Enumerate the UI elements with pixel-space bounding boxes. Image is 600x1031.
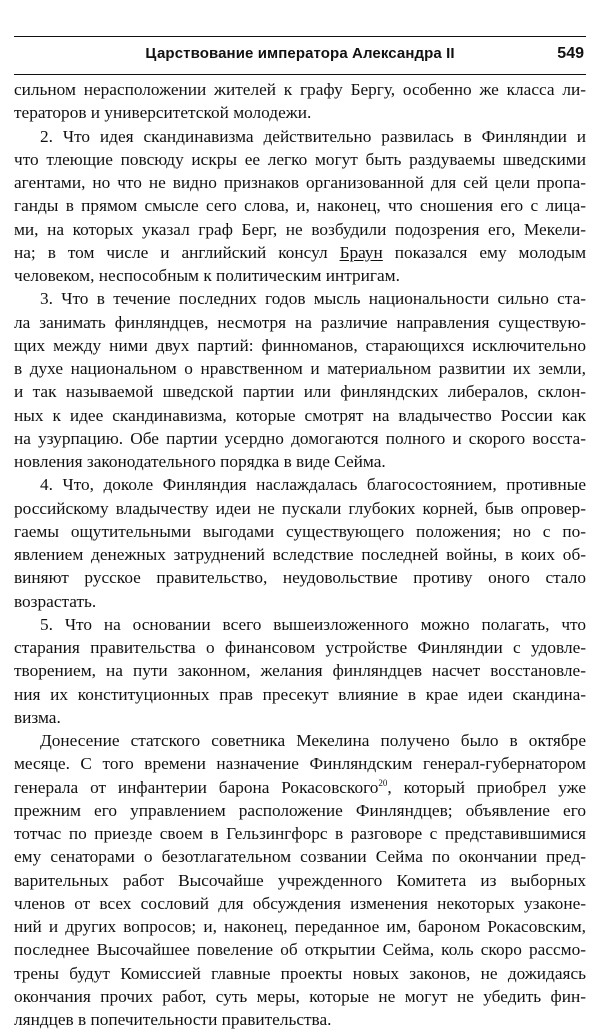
text-line: старания правительства о финансовом устройстве Финляндии с удовле-	[14, 638, 586, 657]
text-line: визма.	[14, 707, 61, 727]
text-line: сильном нерасположении жителей к графу Бергу, особенно же класса ли-	[14, 80, 586, 99]
text-fragment: генерала от инфантерии барона Рокасовского	[14, 777, 379, 797]
text-line: человеком, неспособным к политическим интригам.	[14, 266, 400, 285]
text-line: 2. Что идея скандинавизма действительно развилась в Финляндии и	[40, 126, 586, 146]
text-line: 4. Что, доколе Финляндия наслаждалась благосостоянием, противные	[40, 475, 586, 495]
text-line: российскому владычеству идеи не пускали глубоких корней, быв опровер-	[14, 498, 586, 518]
text-line: ных к идее скандинавизма, которые смотрят на владычество России как	[14, 405, 586, 425]
text-line: явлением денежных затруднений вследствие последней войны, в коих об-	[14, 545, 586, 564]
text-line: и так называемой шведской партии или финляндских либералов, склон-	[14, 382, 586, 402]
text-line: трены будут Комиссией главные проекты новых законов, не дожидаясь	[14, 963, 586, 983]
text-line: щих между ними двух партий: финноманов, старающихся исключительно	[14, 335, 586, 355]
paragraph-4	[14, 473, 586, 613]
text-line: Донесение статского советника Мекелина получено было в октябре	[40, 731, 586, 750]
paragraph-3	[14, 287, 586, 473]
text-line: что тлеющие повсюду искры ее легко могут быть раздуваемы шведскими	[14, 149, 586, 169]
paragraph-1	[14, 78, 586, 125]
text-line: творением, на пути законном, желания финляндцев насчет восстановле-	[14, 661, 586, 681]
text-line: ний и других вопросов; и, наконец, переданное им, бароном Рокасовским,	[14, 917, 586, 936]
text-line: варительных работ Высочайше учрежденного Комитета из выборных	[14, 870, 586, 890]
text-line: членов от всех сословий для обсуждения изменения некоторых узаконе-	[14, 893, 586, 913]
running-header	[14, 45, 586, 67]
body-text	[14, 78, 586, 1031]
text-line: в духе национальном о нравственном и материальном развитии их земли,	[14, 359, 586, 378]
text-line-with-name	[14, 241, 586, 264]
text-line: ему сенаторами о безотлагательном созвании Сейма по окончании пред-	[14, 847, 586, 867]
text-line: ла занимать финляндцев, несмотря на различие направления существую-	[14, 312, 586, 332]
paragraph-5	[14, 613, 586, 729]
text-line: последнее Высочайшее повеление об открытии Сейма, коль скоро рассмо-	[14, 940, 586, 960]
underlined-name: Браун	[339, 242, 383, 262]
header-rule	[14, 74, 586, 75]
text-line: ния их конституционных прав пресекут влияние в крае идеи скандина-	[14, 684, 586, 704]
paragraph-2	[14, 125, 586, 288]
text-line: 5. Что на основании всего вышеизложенного можно полагать, что	[40, 614, 586, 634]
top-rule	[14, 36, 586, 37]
page-number: 549	[557, 45, 584, 62]
text-line: тераторов и университетской молодежи.	[14, 103, 312, 123]
text-line: новления законодательного порядка в виде Сейма.	[14, 452, 386, 471]
text-line: виняют русское правительство, неудовольствие противу оного стало	[14, 568, 586, 588]
text-line: ганды в прямом смысле сего слова, и, наконец, что сношения его с лица-	[14, 196, 586, 216]
text-line: окончания прочих работ, суть меры, которые не могут не убедить фин-	[14, 986, 586, 1006]
text-fragment: , который приобрел уже	[387, 777, 586, 797]
text-line: на узурпацию. Обе партии усердно домогаются полного и скорого восста-	[14, 428, 586, 448]
text-line: возрастать.	[14, 591, 97, 611]
text-line-with-footnote	[14, 776, 586, 799]
text-line: ляндцев в попечительности правительства.	[14, 1010, 332, 1029]
text-line: тотчас по приезде своем в Гельзингфорс в разговоре с представившимися	[14, 824, 586, 843]
footnote-marker: 20	[378, 777, 388, 788]
running-title: Царствование императора Александра II	[145, 45, 455, 62]
text-fragment: показался ему молодым	[382, 242, 587, 262]
text-line: прежним его управлением расположение Финляндцев; объявление его	[14, 800, 586, 820]
text-line: 3. Что в течение последних годов мысль национальности сильно ста-	[40, 289, 586, 309]
text-fragment: на; в том числе и английский консул	[14, 242, 340, 262]
text-line: гаемы ощутительными выгодами существующего положения; но с по-	[14, 521, 586, 541]
paragraph-6	[14, 729, 586, 1031]
text-line: агентами, но что не видно признаков организованной для сей цели пропа-	[14, 173, 586, 192]
text-line: месяце. С того времени назначение Финляндским генерал-губернатором	[14, 754, 586, 774]
text-line: ми, на которых указал граф Берг, не возбудили подозрения его, Мекели-	[14, 219, 586, 239]
